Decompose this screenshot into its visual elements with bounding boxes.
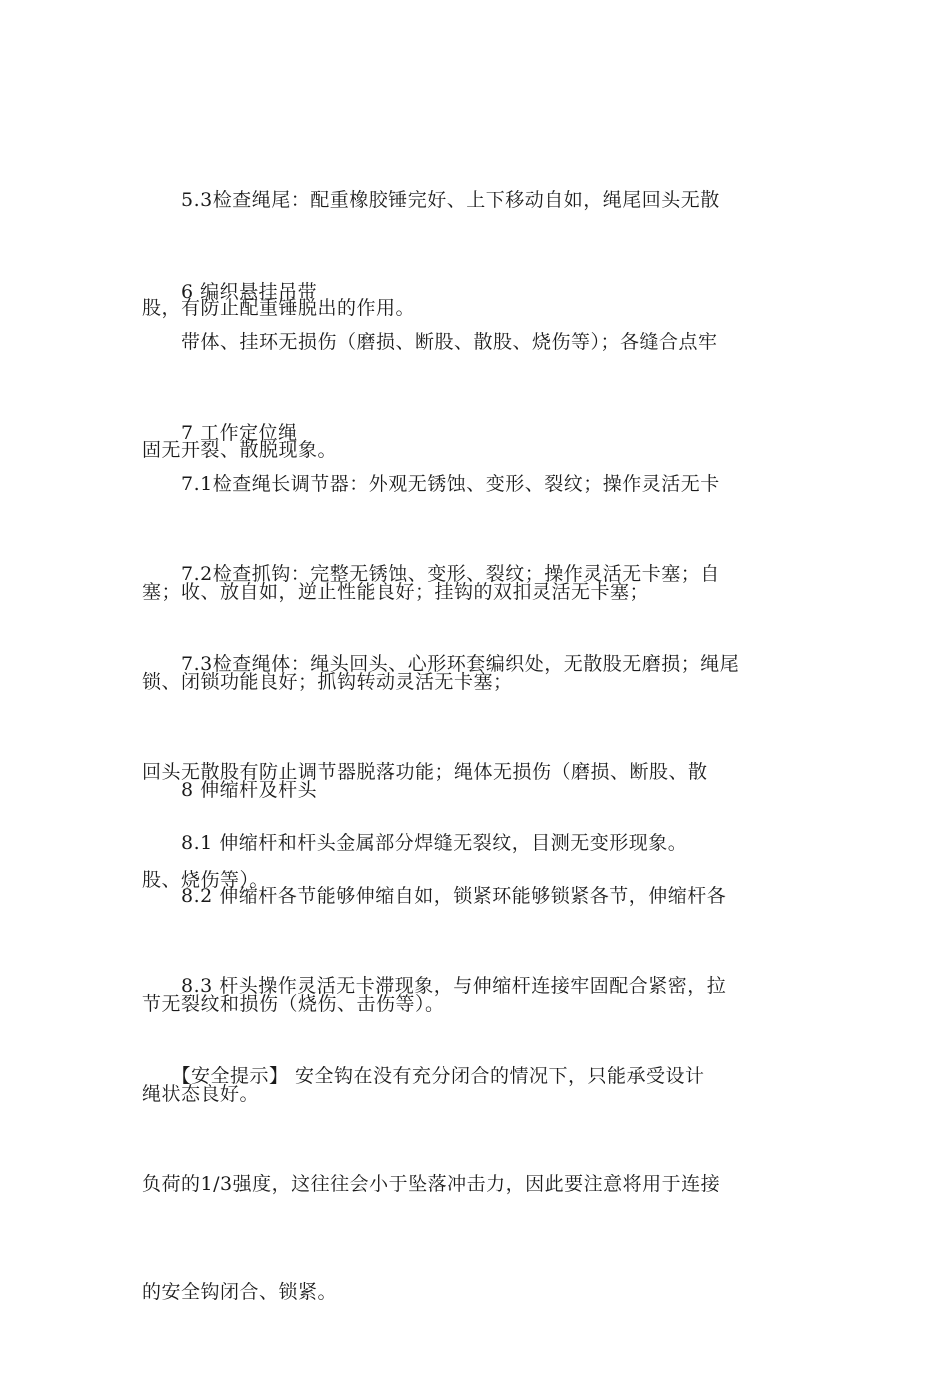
- text-line: 股、烧伤等）。: [142, 869, 270, 891]
- text-line: 6 编织悬挂吊带: [142, 281, 318, 303]
- text-line: 8 伸缩杆及杆头: [142, 779, 318, 801]
- text-line: 8.1 伸缩杆和杆头金属部分焊缝无裂纹，目测无变形现象。: [142, 832, 688, 854]
- text-line: 【安全提示】 安全钩在没有充分闭合的情况下，只能承受设计: [142, 1065, 705, 1087]
- safety-notice: [142, 986, 812, 1382]
- text-line: 7 工作定位绳: [142, 422, 298, 444]
- text-line: 8.3 杆头操作灵活无卡滞现象，与伸缩杆连接牢固配合紧密，拉: [142, 975, 727, 997]
- text-line: 回头无散股有防止调节器脱落功能；绳体无损伤（磨损、断股、散: [142, 761, 708, 783]
- text-line: 5.3检查绳尾：配重橡胶锤完好、上下移动自如，绳尾回头无散: [142, 189, 720, 211]
- text-line: 股，有防止配重锤脱出的作用。: [142, 297, 416, 319]
- text-line: 8.2 伸缩杆各节能够伸缩自如，锁紧环能够锁紧各节，伸缩杆各: [142, 885, 727, 907]
- text-line: 锁、闭锁功能良好；抓钩转动灵活无卡塞；: [142, 671, 513, 693]
- text-line: 负荷的1/3强度，这往往会小于坠落冲击力，因此要注意将用于连接: [142, 1173, 721, 1195]
- text-line: 节无裂纹和损伤（烧伤、击伤等）。: [142, 993, 445, 1015]
- text-line: 7.3检查绳体：绳头回头、心形环套编织处，无散股无磨损；绳尾: [142, 653, 740, 675]
- text-line: 带体、挂环无损伤（磨损、断股、散股、烧伤等）；各缝合点牢: [142, 331, 718, 353]
- text-line: 绳状态良好。: [142, 1083, 260, 1105]
- text-line: 7.1检查绳长调节器：外观无锈蚀、变形、裂纹；操作灵活无卡: [142, 473, 720, 495]
- text-line: 7.2检查抓钩：完整无锈蚀、变形、裂纹；操作灵活无卡塞；自: [142, 563, 720, 585]
- text-line: 塞；收、放自如，逆止性能良好；挂钩的双扣灵活无卡塞；: [142, 581, 650, 603]
- text-line: 的安全钩闭合、锁紧。: [142, 1281, 338, 1303]
- text-line: 固无开裂、散脱现象。: [142, 439, 338, 461]
